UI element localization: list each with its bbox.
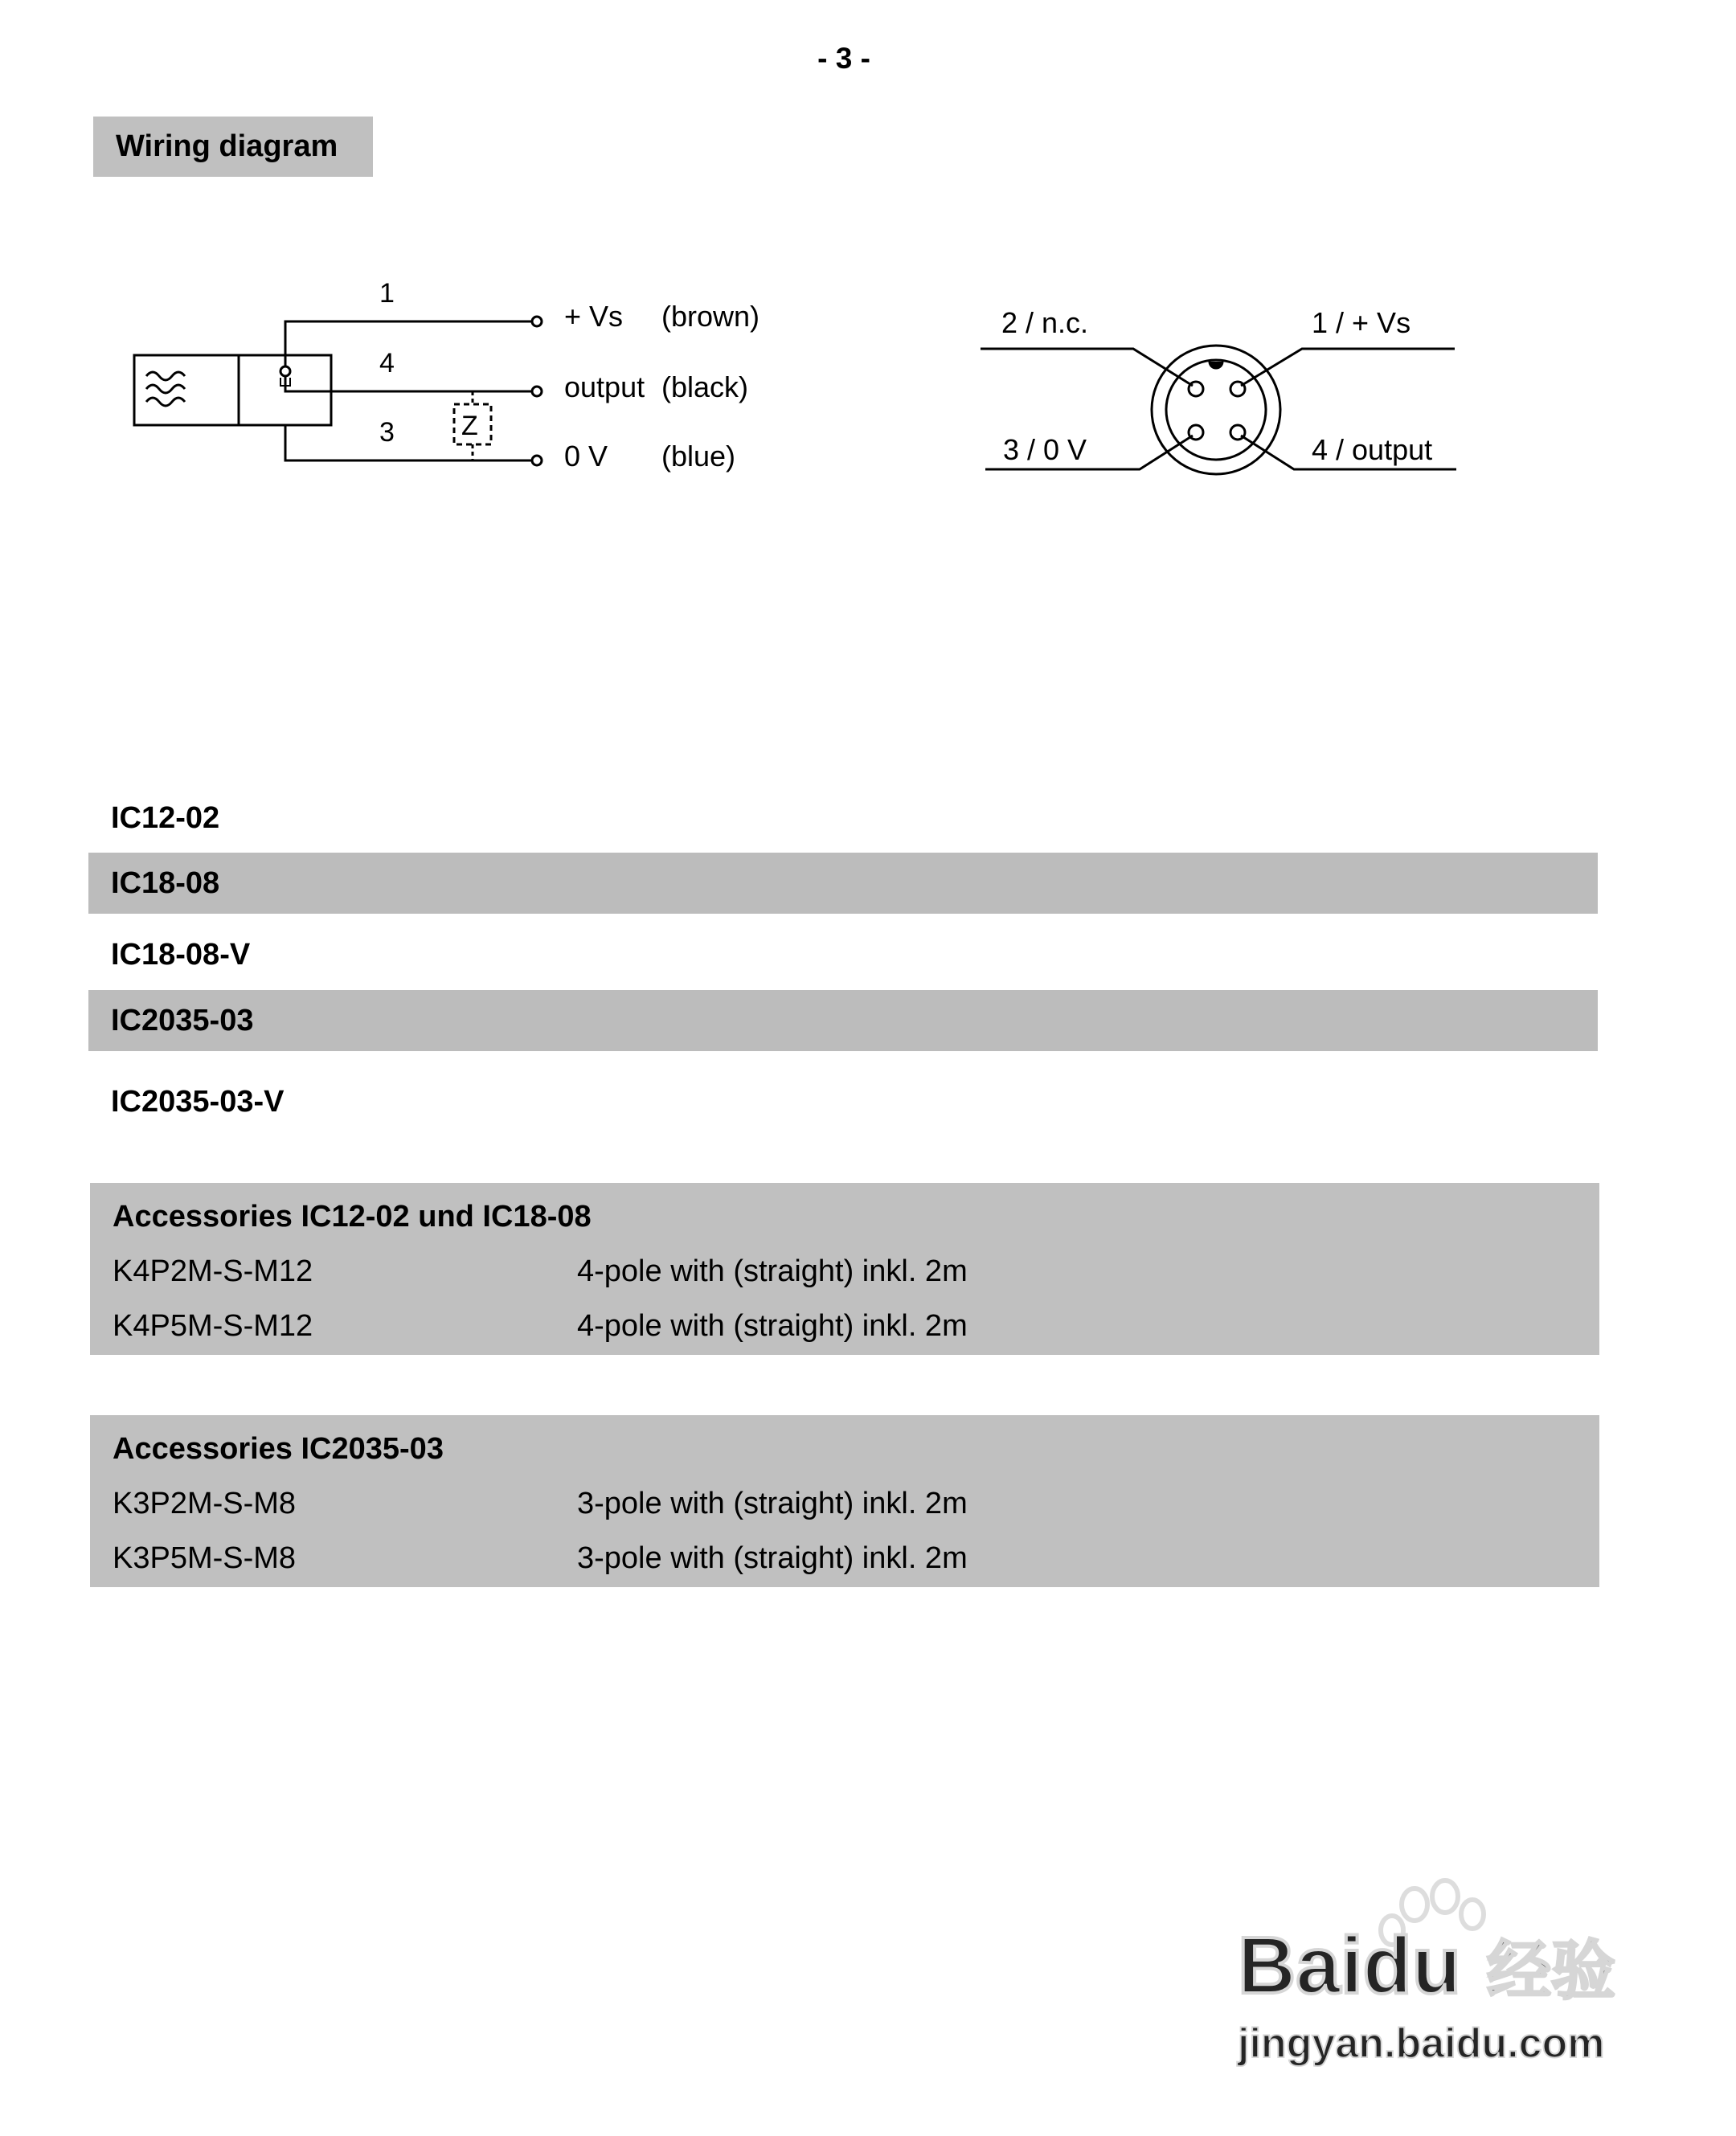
terminal-vs-color: (brown) (661, 300, 760, 333)
section-heading: Wiring diagram (93, 117, 373, 177)
terminal-vs-label: + Vs (564, 300, 624, 333)
model-name: IC18-08 (111, 866, 220, 900)
accessories-title: Accessories IC12-02 und IC18-08 (113, 1200, 592, 1234)
accessory-description: 3-pole with (straight) inkl. 2m (577, 1541, 968, 1575)
accessory-row (113, 1476, 1599, 1531)
model-row (88, 1071, 1598, 1132)
pin-1-label: 1 / + Vs (1312, 306, 1411, 339)
accessory-row (113, 1299, 1599, 1353)
accessory-description: 4-pole with (straight) inkl. 2m (577, 1254, 968, 1288)
watermark-brand-suffix: 经验 (1487, 1935, 1615, 2007)
model-name: IC2035-03-V (111, 1085, 285, 1119)
wire-4-label: 4 (379, 348, 395, 379)
terminal-output-dot (532, 387, 542, 396)
pin-2-label: 2 / n.c. (1001, 306, 1089, 339)
terminal-0v-label: 0 V (564, 440, 608, 473)
page-number: - 3 - (817, 42, 870, 75)
watermark-url: jingyan.baidu.com (1238, 2020, 1605, 2067)
accessory-code: K3P5M-S-M8 (113, 1541, 297, 1575)
inductive-sensor-icon (146, 372, 185, 406)
baidu-watermark-logo (1222, 1872, 1640, 2081)
accessories-box (90, 1415, 1599, 1587)
accessory-code: K4P5M-S-M12 (113, 1309, 313, 1343)
accessory-description: 4-pole with (straight) inkl. 2m (577, 1309, 968, 1343)
model-row (88, 990, 1598, 1051)
model-name: IC18-08-V (111, 938, 251, 972)
model-row (88, 853, 1598, 914)
pin-4-label: 4 / output (1312, 433, 1433, 466)
terminal-0v-dot (532, 456, 542, 465)
wire-1-label: 1 (379, 278, 395, 309)
accessory-code: K3P2M-S-M8 (113, 1487, 297, 1520)
accessories-box (90, 1183, 1599, 1355)
connector-key (1210, 362, 1222, 368)
model-row (88, 924, 1598, 985)
model-row (88, 788, 1598, 849)
wiring-diagram (0, 241, 1736, 514)
pin-3-label: 3 / 0 V (1003, 433, 1087, 466)
accessory-description: 3-pole with (straight) inkl. 2m (577, 1487, 968, 1520)
accessory-row (113, 1531, 1599, 1586)
terminal-0v-color: (blue) (661, 440, 736, 473)
accessory-code: K4P2M-S-M12 (113, 1254, 313, 1288)
wire-3-label: 3 (379, 417, 395, 448)
accessories-title: Accessories IC2035-03 (113, 1432, 444, 1466)
terminal-output-color: (black) (661, 370, 749, 403)
connector-inner (1166, 360, 1266, 460)
load-label: Z (461, 411, 478, 441)
watermark-brand: Baidu (1238, 1921, 1461, 2011)
terminal-vs-dot (532, 317, 542, 326)
terminal-output-label: output (564, 370, 645, 403)
model-name: IC12-02 (111, 801, 220, 835)
accessory-row (113, 1244, 1599, 1299)
model-name: IC2035-03 (111, 1004, 254, 1037)
